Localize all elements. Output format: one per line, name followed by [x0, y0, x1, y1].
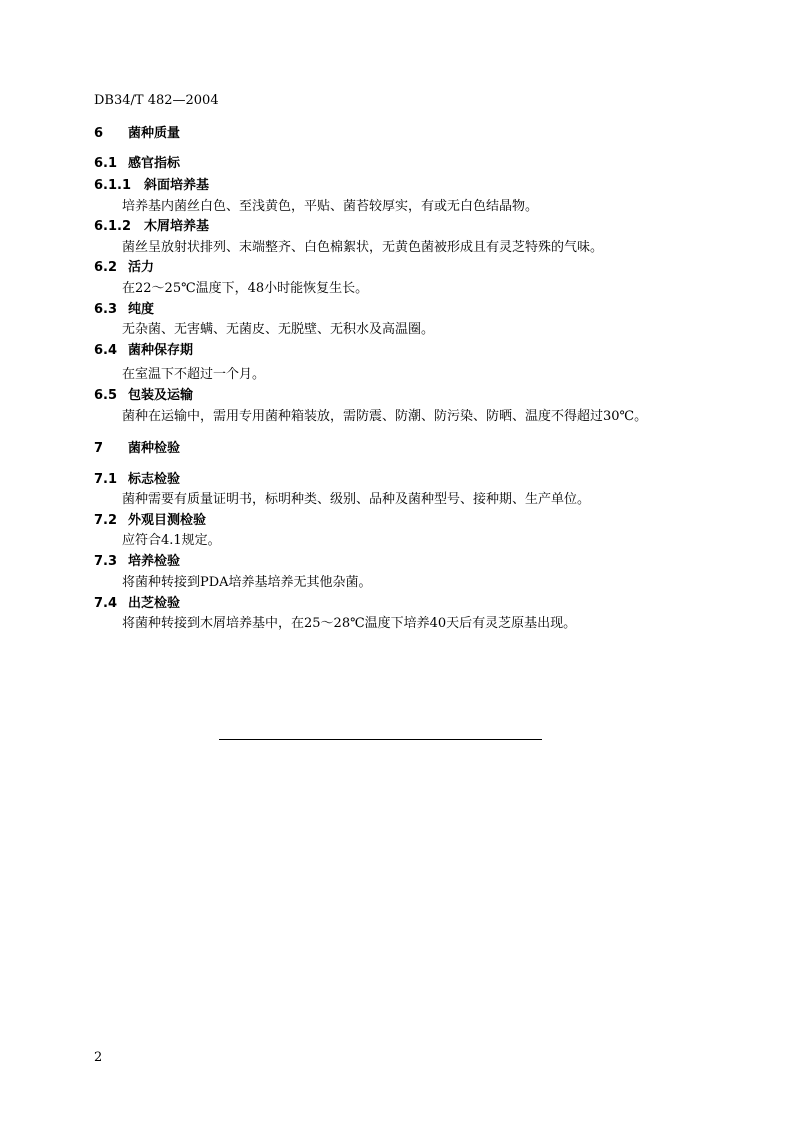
section-number: 6.4	[94, 343, 118, 358]
section-title: 纯度	[128, 302, 155, 317]
section-7-1-body: 菌种需要有质量证明书，标明种类、级别、品种及菌种型号、接种期、生产单位。	[122, 492, 591, 507]
section-number: 7.1	[94, 472, 118, 487]
section-6-1-1-body: 培养基内菌丝白色、至浅黄色，平贴、菌苔较厚实，有或无白色结晶物。	[122, 199, 539, 214]
section-number: 7.3	[94, 554, 118, 569]
section-6-2-heading	[94, 256, 154, 275]
section-number: 6.2	[94, 260, 118, 275]
section-7-2-heading	[94, 509, 206, 528]
section-title: 出芝检验	[128, 596, 181, 611]
section-title: 标志检验	[128, 472, 181, 487]
section-6-5-heading	[94, 384, 193, 403]
section-6-3-heading	[94, 298, 154, 317]
document-code: DB34/T 482—2004	[94, 93, 219, 108]
section-number: 6.1	[94, 156, 118, 171]
section-title: 培养检验	[128, 554, 181, 569]
section-number: 6.3	[94, 302, 118, 317]
section-7-1-heading	[94, 468, 180, 487]
section-number: 6.1.1	[94, 178, 132, 193]
section-number: 7.2	[94, 513, 118, 528]
section-number: 6	[94, 126, 104, 141]
section-6-4-body: 在室温下不超过一个月。	[122, 367, 266, 382]
section-title: 活力	[128, 260, 155, 275]
section-title: 木屑培养基	[144, 219, 210, 234]
section-6-1-2-heading	[94, 215, 209, 234]
section-6-heading	[94, 122, 180, 141]
section-7-2-body: 应符合4.1规定。	[122, 533, 221, 548]
section-title: 包装及运输	[128, 388, 194, 403]
section-7-4-heading	[94, 592, 180, 611]
section-6-4-heading	[94, 339, 193, 358]
section-title: 菌种检验	[128, 441, 181, 456]
section-number: 6.1.2	[94, 219, 132, 234]
section-title: 感官指标	[128, 156, 181, 171]
section-6-1-1-heading	[94, 174, 209, 193]
section-6-1-heading	[94, 152, 180, 171]
page-number: 2	[94, 1050, 103, 1065]
section-number: 6.5	[94, 388, 118, 403]
section-6-5-body: 菌种在运输中，需用专用菌种箱装放，需防震、防潮、防污染、防晒、温度不得超过30℃。	[122, 409, 648, 424]
section-7-3-body: 将菌种转接到PDA培养基培养无其他杂菌。	[122, 575, 372, 590]
section-7-heading	[94, 437, 180, 456]
section-title: 菌种保存期	[128, 343, 194, 358]
section-6-2-body: 在22～25℃温度下，48小时能恢复生长。	[122, 281, 369, 296]
section-6-3-body: 无杂菌、无害螨、无菌皮、无脱壁、无积水及高温圈。	[122, 322, 435, 337]
section-7-4-body: 将菌种转接到木屑培养基中，在25～28℃温度下培养40天后有灵芝原基出现。	[122, 616, 577, 631]
section-6-1-2-body: 菌丝呈放射状排列、末端整齐、白色棉絮状，无黄色菌被形成且有灵芝特殊的气味。	[122, 240, 604, 255]
section-7-3-heading	[94, 550, 180, 569]
end-divider	[219, 739, 542, 740]
section-title: 斜面培养基	[144, 178, 210, 193]
section-title: 菌种质量	[128, 126, 181, 141]
section-number: 7.4	[94, 596, 118, 611]
section-title: 外观目测检验	[128, 513, 207, 528]
section-number: 7	[94, 441, 104, 456]
